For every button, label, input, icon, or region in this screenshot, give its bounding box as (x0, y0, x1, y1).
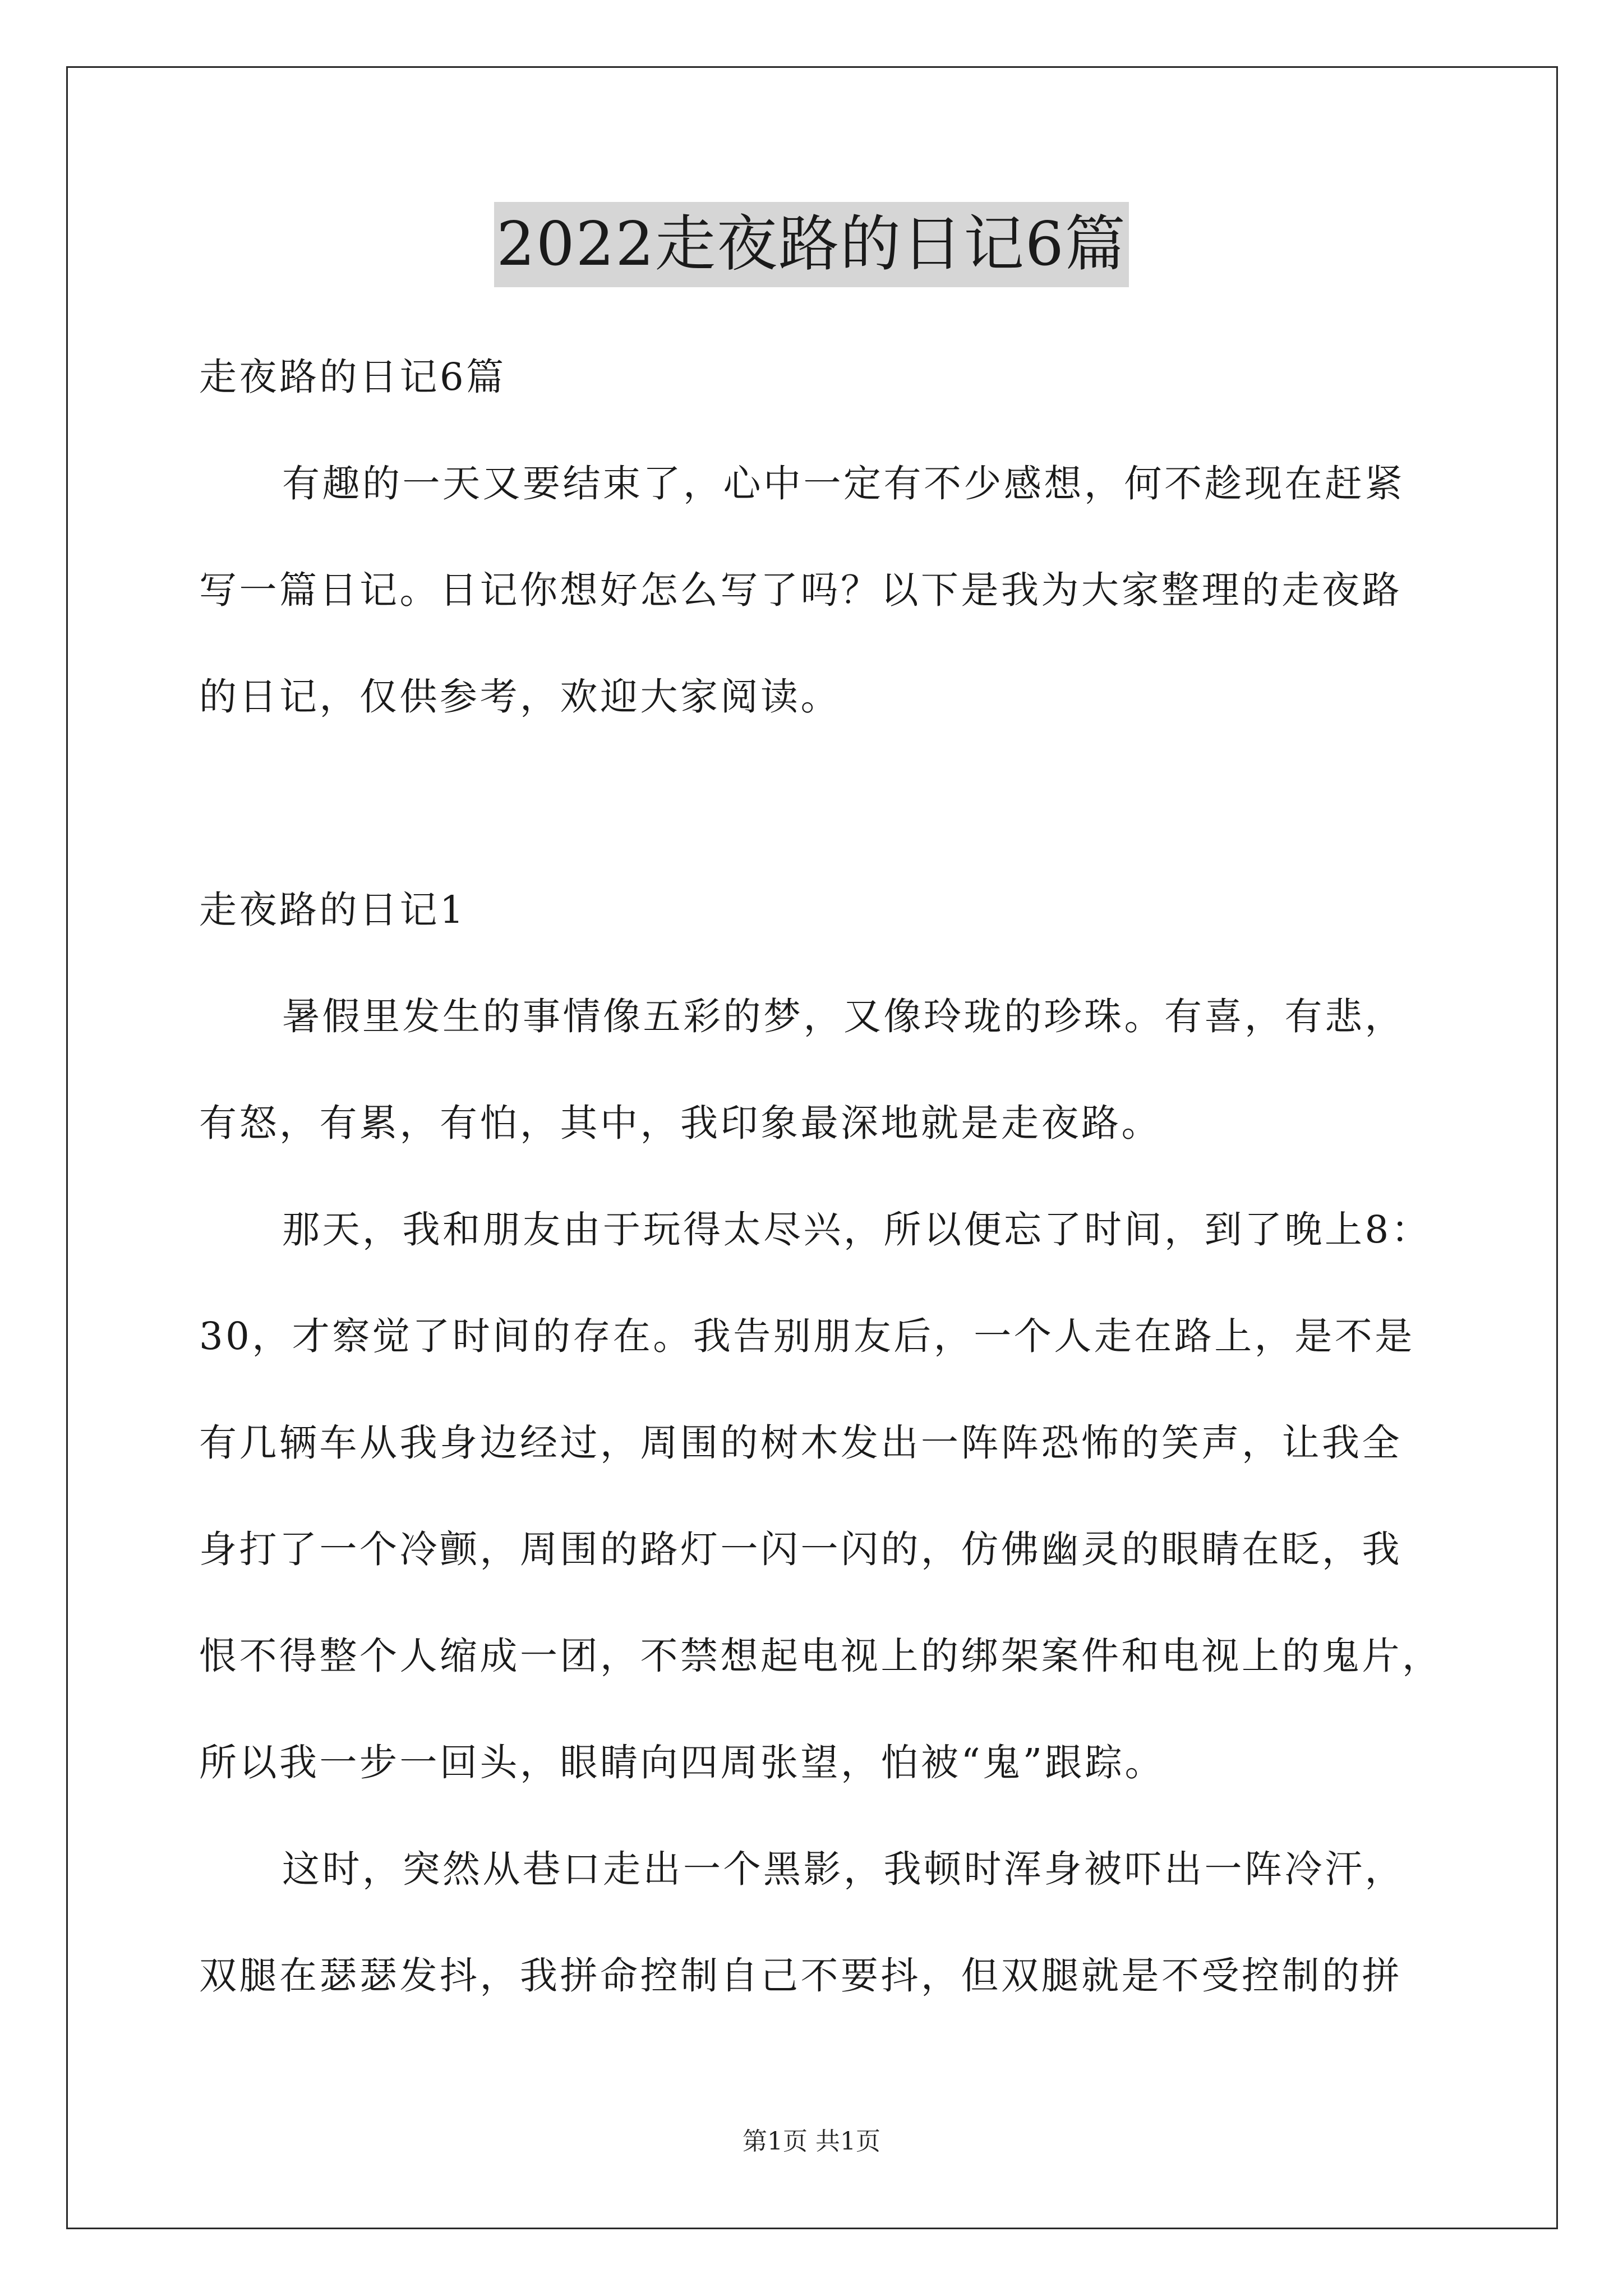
intro-line-1: 有趣的一天又要结束了，心中一定有不少感想，何不趁现在赶紧 (282, 462, 1405, 505)
para1-line-2: 有怒，有累，有怕，其中，我印象最深地就是走夜路。 (199, 1101, 1161, 1145)
intro-line-2: 写一篇日记。日记你想好怎么写了吗？以下是我为大家整理的走夜路 (199, 568, 1402, 612)
para2-line-3: 有几辆车从我身边经过，周围的树木发出一阵阵恐怖的笑声，让我全 (199, 1421, 1402, 1465)
para2-line-4: 身打了一个冷颤，周围的路灯一闪一闪的，仿佛幽灵的眼睛在眨，我 (199, 1527, 1402, 1571)
para3-line-2: 双腿在瑟瑟发抖，我拼命控制自己不要抖，但双腿就是不受控制的拼 (199, 1954, 1402, 1998)
para2-line-1: 那天，我和朋友由于玩得太尽兴，所以便忘了时间，到了晚上8： (282, 1208, 1432, 1251)
para2-line-5: 恨不得整个人缩成一团，不禁想起电视上的绑架案件和电视上的鬼片， (199, 1634, 1442, 1678)
para1-line-1: 暑假里发生的事情像五彩的梦，又像玲珑的珍珠。有喜，有悲， (282, 995, 1405, 1038)
para2-line-2: 30，才察觉了时间的存在。我告别朋友后，一个人走在路上，是不是 (199, 1314, 1415, 1358)
subtitle: 走夜路的日记6篇 (199, 355, 506, 399)
intro-line-3: 的日记，仅供参考，欢迎大家阅读。 (199, 675, 841, 719)
para2-line-6: 所以我一步一回头，眼睛向四周张望，怕被“鬼”跟踪。 (199, 1741, 1165, 1784)
para3-line-1: 这时，突然从巷口走出一个黑影，我顿时浑身被吓出一阵冷汗， (282, 1847, 1405, 1891)
document-title: 2022走夜路的日记6篇 (494, 202, 1129, 287)
section-heading: 走夜路的日记1 (199, 888, 467, 932)
page-footer: 第1页 共1页 (743, 2127, 880, 2156)
title-area (0, 202, 1623, 287)
